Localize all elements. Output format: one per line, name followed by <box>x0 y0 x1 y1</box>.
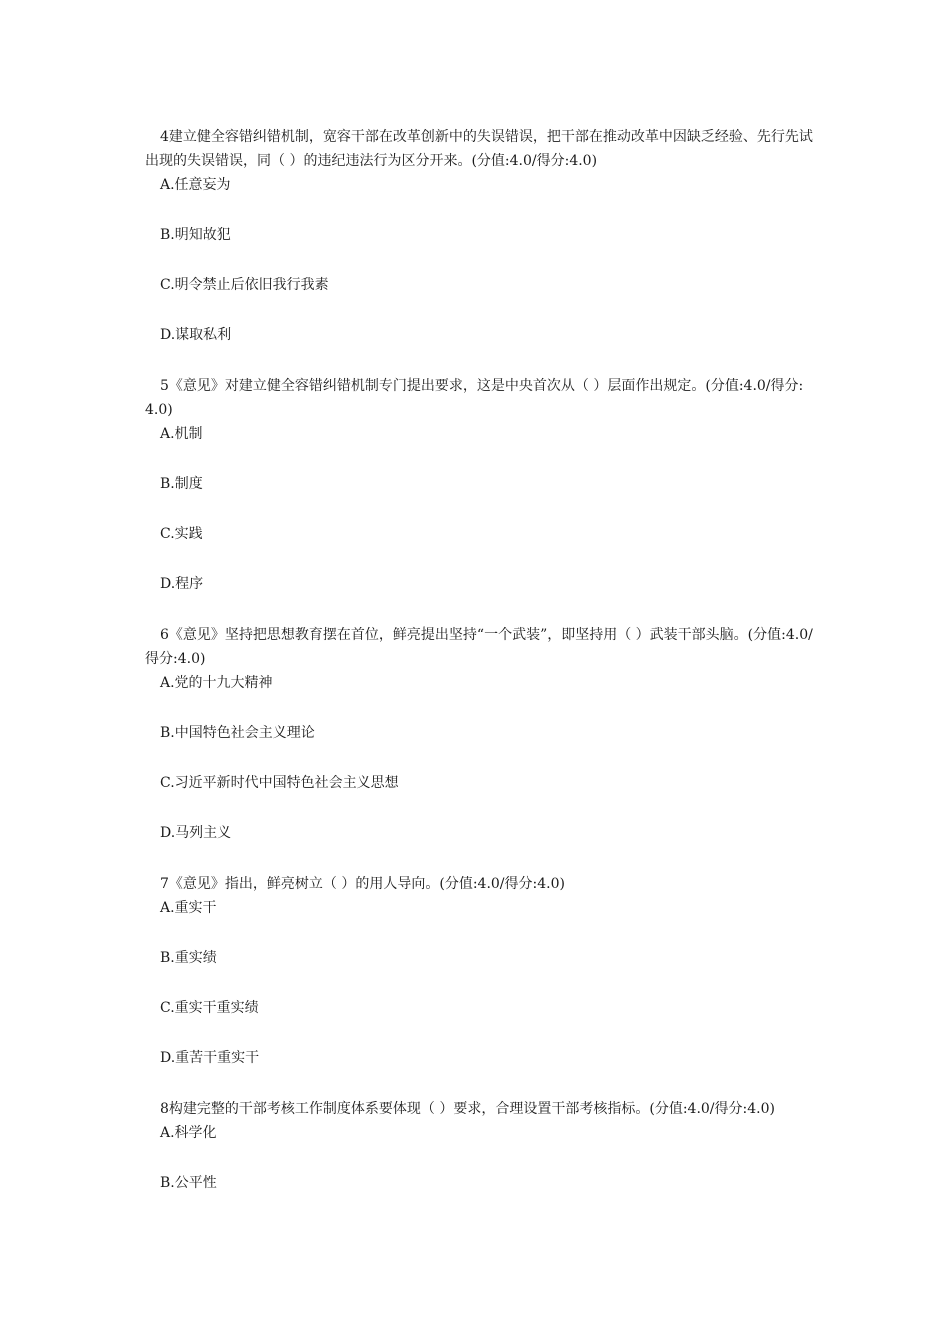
option-b: B.重实绩 <box>160 950 217 966</box>
option-c: C.明令禁止后依旧我行我素 <box>160 277 329 293</box>
option-a: A.重实干 <box>160 900 217 916</box>
option-b: B.中国特色社会主义理论 <box>160 725 315 741</box>
question-6 <box>145 623 815 845</box>
option-d: D.程序 <box>160 576 204 592</box>
option-c: C.重实干重实绩 <box>160 1000 259 1016</box>
option-b: B.明知故犯 <box>160 227 231 243</box>
option-b: B.公平性 <box>160 1175 217 1191</box>
question-5 <box>145 374 815 596</box>
option-a: A.科学化 <box>160 1125 217 1141</box>
option-d: D.谋取私利 <box>160 327 232 343</box>
option-a: A.任意妄为 <box>160 177 231 193</box>
option-d: D.重苦干重实干 <box>160 1050 260 1066</box>
question-4 <box>145 125 815 347</box>
question-text: 4建立健全容错纠错机制，宽容干部在改革创新中的失误错误，把干部在推动改革中因缺乏经验、先行先试出现的失误错误，同（ ）的违纪违法行为区分开来。(分值:4.0/得分:4.0) <box>145 129 813 169</box>
option-a: A.党的十九大精神 <box>160 675 273 691</box>
question-text: 6《意见》坚持把思想教育摆在首位，鲜亮提出坚持“一个武装”，即坚持用（ ）武装干部头脑。(分值:4.0/得分:4.0) <box>145 627 813 667</box>
question-7 <box>145 872 815 1070</box>
option-c: C.习近平新时代中国特色社会主义思想 <box>160 775 399 791</box>
question-text: 7《意见》指出，鲜亮树立（ ）的用人导向。(分值:4.0/得分:4.0) <box>160 876 565 892</box>
option-b: B.制度 <box>160 476 203 492</box>
question-text: 5《意见》对建立健全容错纠错机制专门提出要求，这是中央首次从（ ）层面作出规定。(分值:4.0/得分:4.0) <box>145 378 804 418</box>
option-d: D.马列主义 <box>160 825 232 841</box>
question-text: 8构建完整的干部考核工作制度体系要体现（ ）要求，合理设置干部考核指标。(分值:4.0/得分:4.0) <box>160 1101 775 1117</box>
option-a: A.机制 <box>160 426 203 442</box>
option-c: C.实践 <box>160 526 203 542</box>
question-8 <box>145 1097 815 1195</box>
